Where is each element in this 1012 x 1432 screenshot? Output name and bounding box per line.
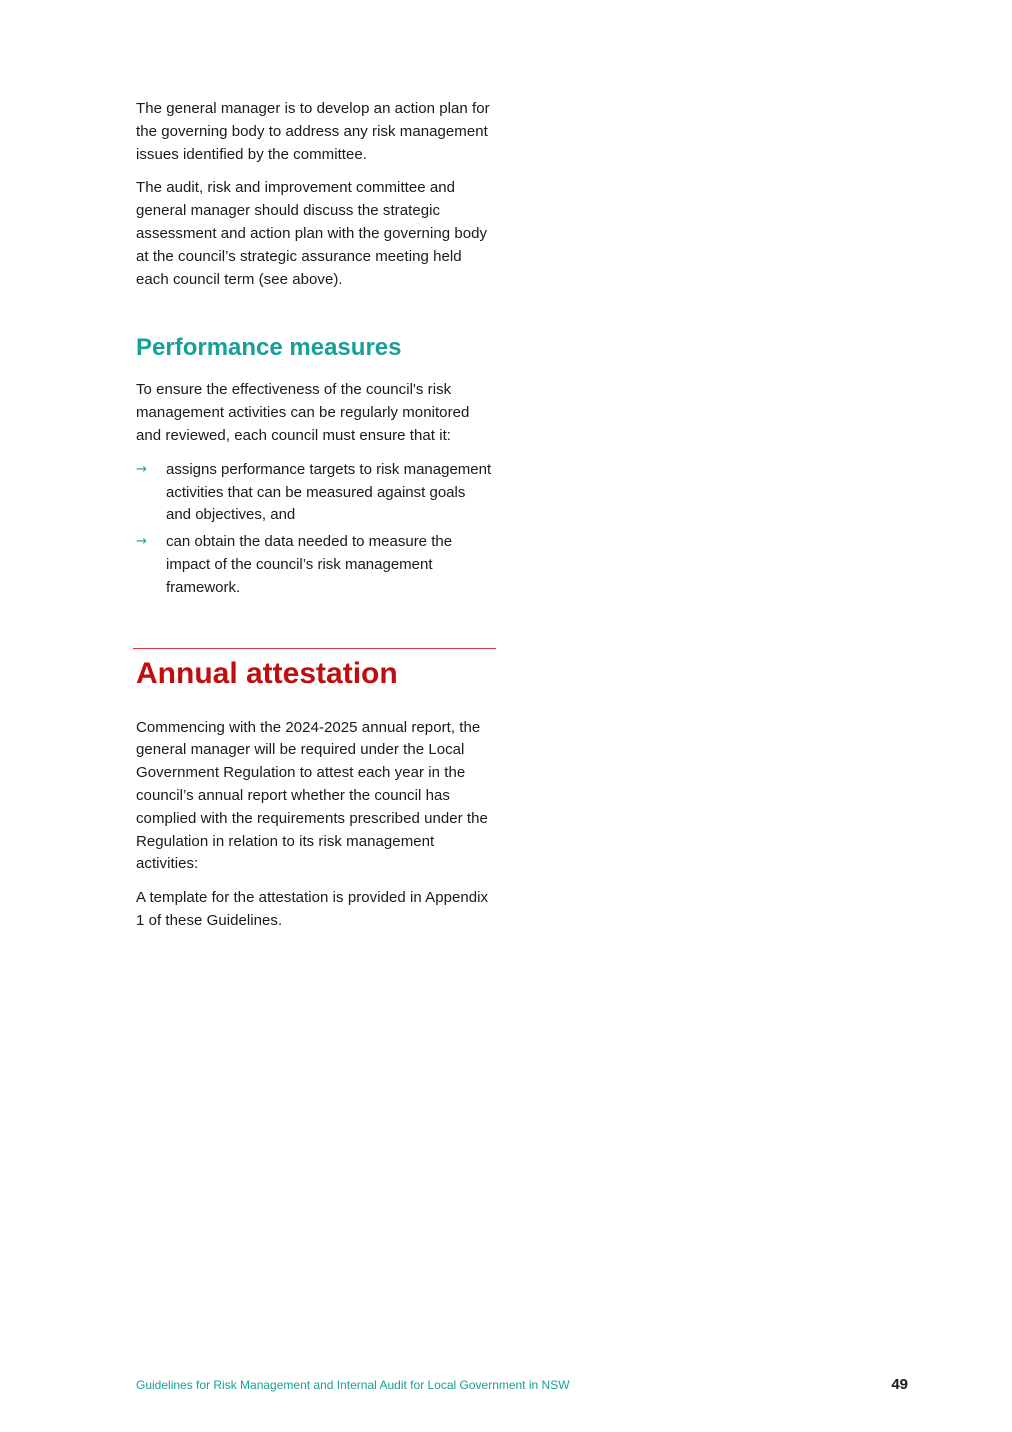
page-footer (136, 1376, 908, 1396)
section-divider (133, 648, 496, 649)
list-item-text: can obtain the data needed to measure the impact of the council’s risk management framework. (166, 533, 453, 596)
performance-measures-heading: Performance measures (136, 334, 402, 362)
performance-bullet-list (136, 459, 493, 600)
content-column (136, 98, 493, 944)
page-number: 49 (891, 1376, 908, 1393)
annual-attestation-heading: Annual attestation (136, 656, 398, 690)
attestation-paragraph: Commencing with the 2024-2025 annual report, the general manager will be required under the Local Government Regulation to attest each year in the council’s annual report whether the council has complied with the requirements prescribed under the Regulation in relation to its risk management activities: (136, 718, 488, 873)
paragraph-action-plan: The general manager is to develop an action plan for the governing body to address any risk management issues identified by the committee. (136, 100, 490, 163)
list-item (136, 459, 493, 527)
arrow-right-icon: → (136, 534, 147, 550)
list-item (136, 531, 493, 599)
paragraph-strategic-assessment: The audit, risk and improvement committee and general manager should discuss the strategic assessment and action plan with the governing body at the council’s strategic assurance meeting held each council term (see above). (136, 179, 488, 288)
template-paragraph: A template for the attestation is provided in Appendix 1 of these Guidelines. (136, 889, 489, 929)
list-item-text: assigns performance targets to risk management activities that can be measured against goals and objectives, and (166, 460, 492, 524)
performance-intro-paragraph: To ensure the effectiveness of the council's risk management activities can be regularly monitored and reviewed, each council must ensure that it: (136, 381, 470, 444)
arrow-right-icon: → (136, 461, 147, 477)
footer-document-title: Guidelines for Risk Management and Internal Audit for Local Government in NSW (136, 1378, 570, 1392)
